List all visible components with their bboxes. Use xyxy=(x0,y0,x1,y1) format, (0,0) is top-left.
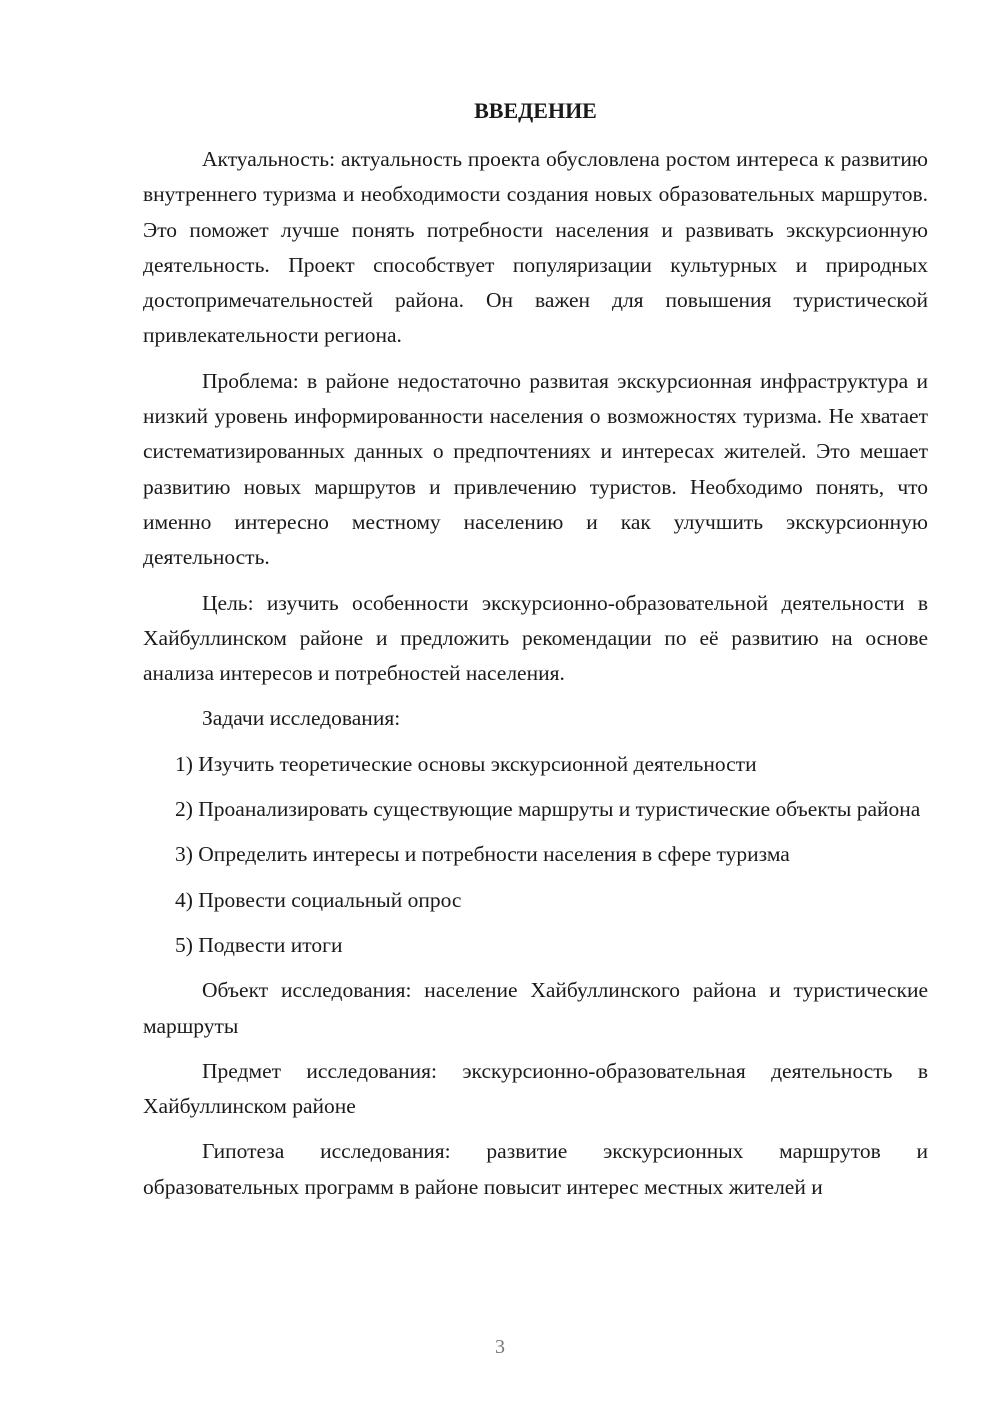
paragraph-hypothesis: Гипотеза исследования: развитие экскурсионных маршрутов и образовательных программ в районе повысит интерес местных жителей и xyxy=(143,1139,928,1199)
paragraph-problem: Проблема: в районе недостаточно развитая экскурсионная инфраструктура и низкий уровень информированности населения о возможностях туризма. Не хватает систематизированных данных о предпочтениях и интересах жителей. Это мешает развитию новых маршрутов и привлечению туристов. Необходимо понять, что именно интересно местному населению и как улучшить экскурсионную деятельность. xyxy=(143,368,928,570)
page-number: 3 xyxy=(495,1336,505,1358)
task-item-4: 4) Провести социальный опрос xyxy=(175,887,462,912)
task-item-3: 3) Определить интересы и потребности населения в сфере туризма xyxy=(175,842,790,867)
task-item-2: 2) Проанализировать существующие маршруты и туристические объекты района xyxy=(175,797,921,822)
paragraph-object: Объект исследования: население Хайбуллинского района и туристические маршруты xyxy=(143,978,928,1038)
paragraph-goal: Цель: изучить особенности экскурсионно-образовательной деятельности в Хайбуллинском районе и предложить рекомендации по её развитию на основе анализа интересов и потребностей населения. xyxy=(143,590,928,686)
task-item-1: 1) Изучить теоретические основы экскурсионной деятельности xyxy=(175,751,757,776)
task-item-5: 5) Подвести итоги xyxy=(175,932,343,957)
paragraph-relevance: Актуальность: актуальность проекта обусловлена ростом интереса к развитию внутреннего туризма и необходимости создания новых образовательных маршрутов. Это поможет лучше понять потребности населения и развивать экскурсионную деятельность. Проект способствует популяризации культурных и природных достопримечательностей района. Он важен для повышения туристической привлекательности региона. xyxy=(143,147,928,348)
document-body xyxy=(143,142,928,1215)
tasks-heading: Задачи исследования: xyxy=(202,706,401,731)
paragraph-subject: Предмет исследования: экскурсионно-образовательная деятельность в Хайбуллинском районе xyxy=(143,1058,928,1119)
section-title: ВВЕДЕНИЕ xyxy=(474,98,597,123)
